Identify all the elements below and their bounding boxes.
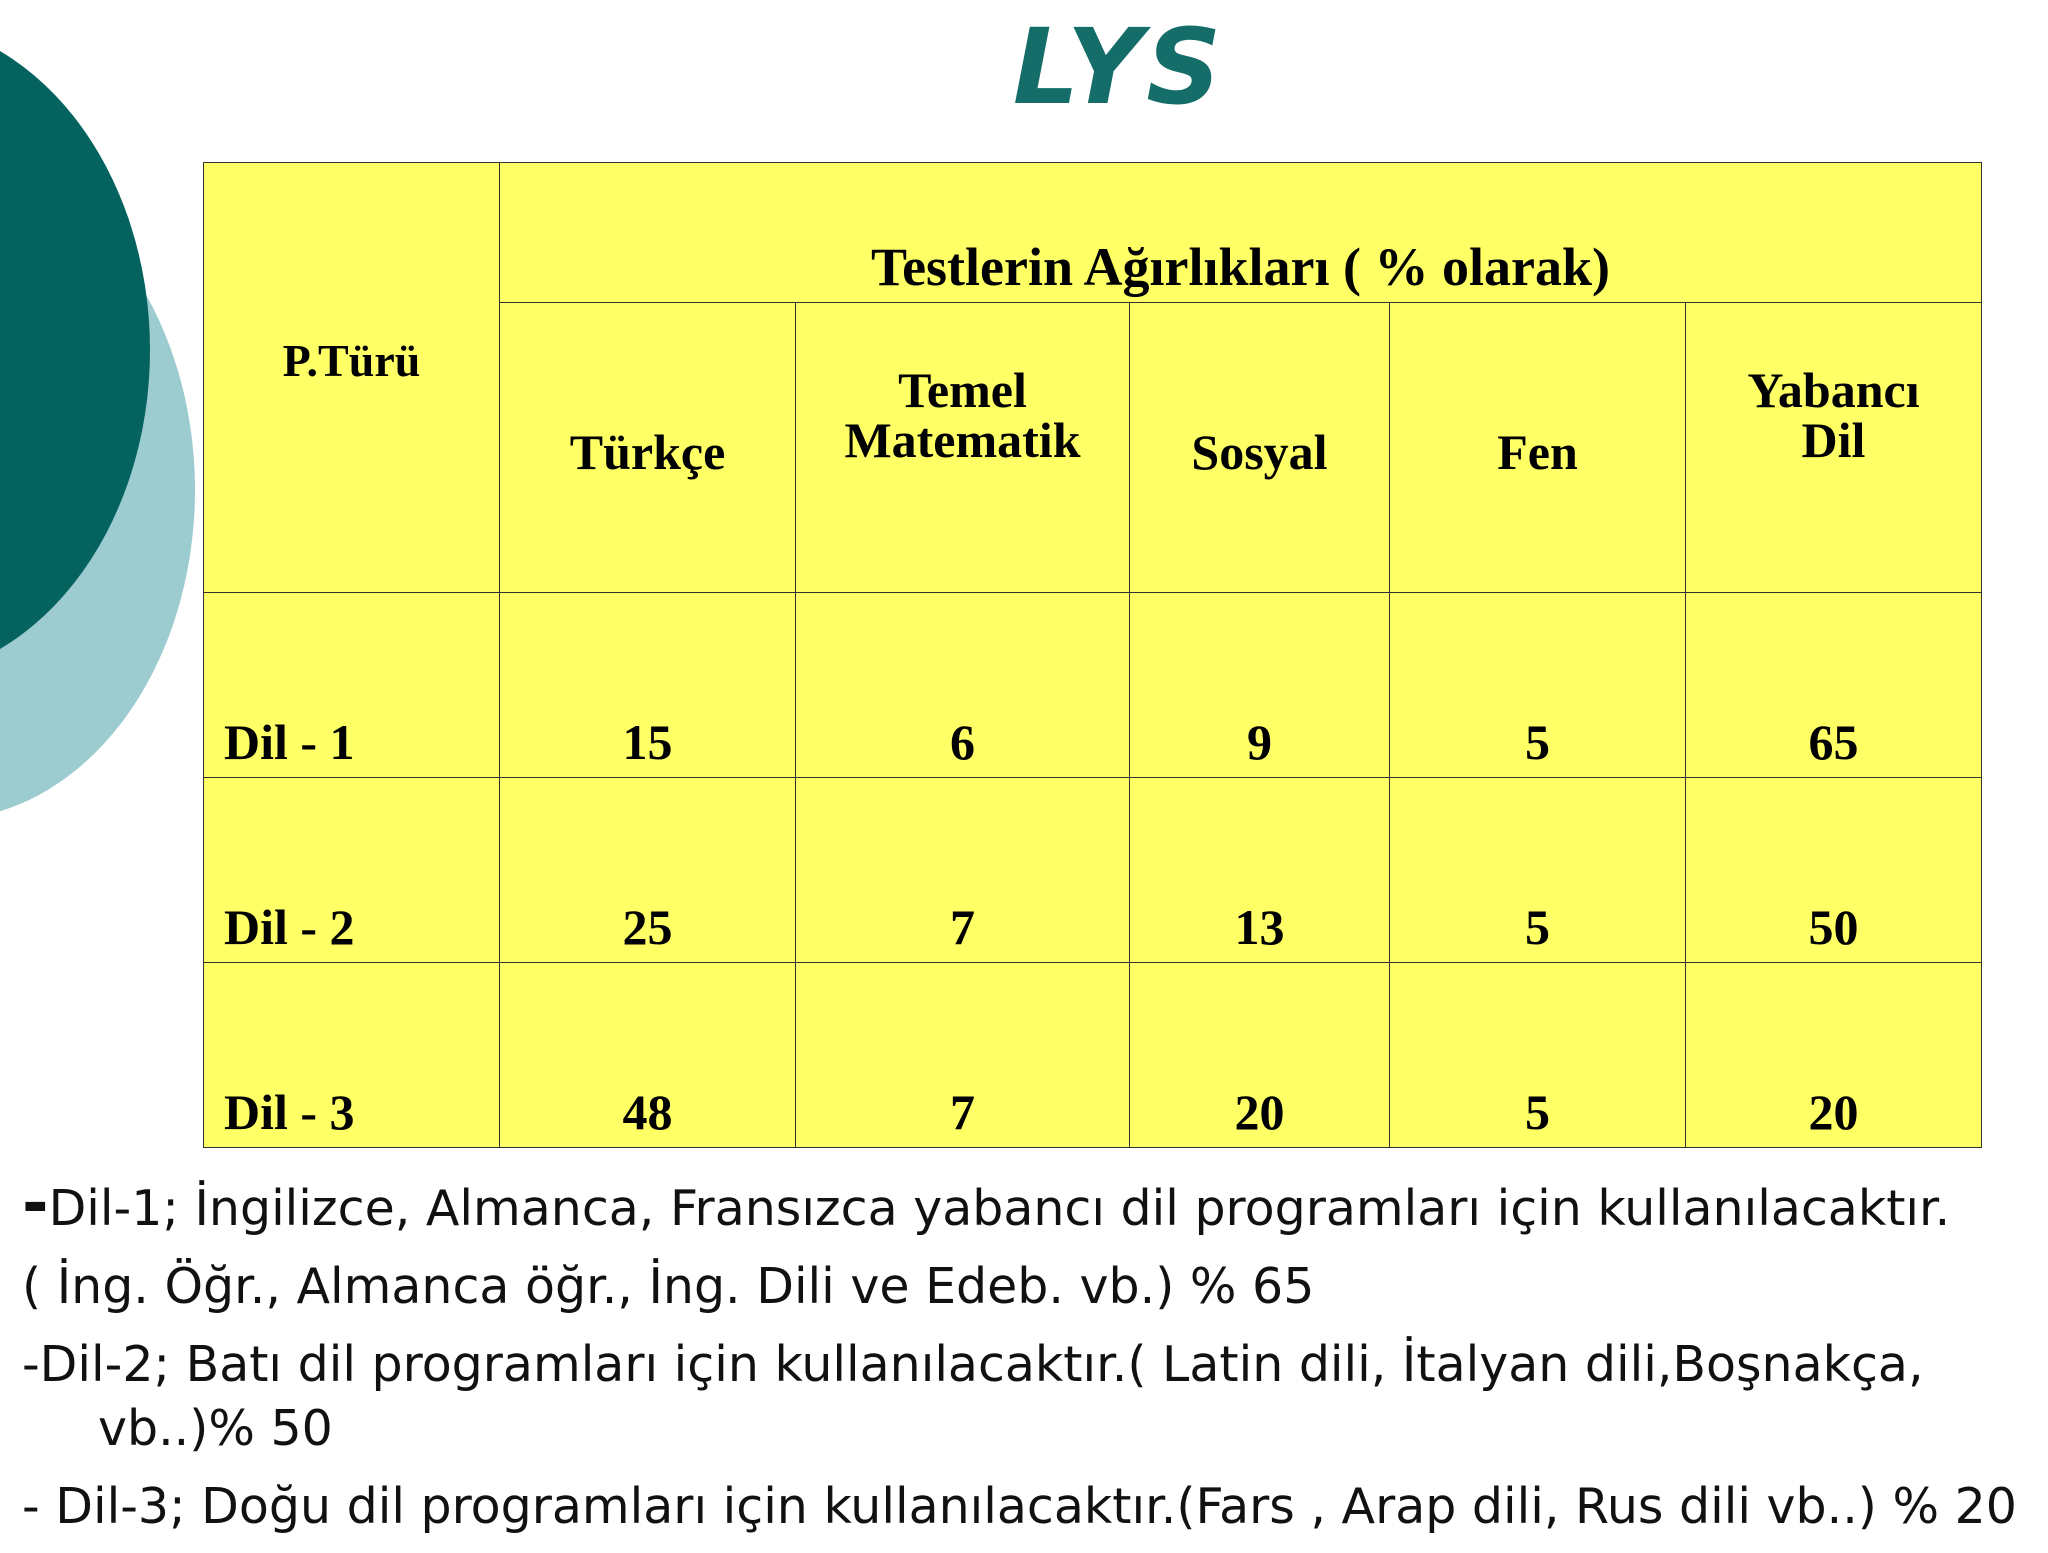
cell-value: 7 — [796, 778, 1130, 963]
cell-value: 5 — [1390, 593, 1686, 778]
row-header-label: P.Türü — [204, 163, 500, 593]
row-label: Dil - 1 — [204, 593, 500, 778]
cell-value: 7 — [796, 963, 1130, 1148]
group-header: Testlerin Ağırlıkları ( % olarak) — [500, 163, 1982, 303]
cell-value: 5 — [1390, 963, 1686, 1148]
cell-value: 48 — [500, 963, 796, 1148]
cell-value: 25 — [500, 778, 796, 963]
cell-value: 9 — [1130, 593, 1390, 778]
cell-value: 5 — [1390, 778, 1686, 963]
note-dil-2-continuation: vb..)% 50 — [98, 1400, 333, 1457]
note-dil-1 — [22, 1167, 2032, 1241]
cell-value: 20 — [1686, 963, 1982, 1148]
cell-value: 13 — [1130, 778, 1390, 963]
row-label: Dil - 3 — [204, 963, 500, 1148]
cell-value: 6 — [796, 593, 1130, 778]
col-header-fen: Fen — [1390, 303, 1686, 593]
cell-value: 65 — [1686, 593, 1982, 778]
table-row — [204, 963, 1982, 1148]
table-row — [204, 593, 1982, 778]
cell-value: 50 — [1686, 778, 1982, 963]
notes — [22, 1167, 2032, 1553]
note-dil-1-examples: ( İng. Öğr., Almanca öğr., İng. Dili ve Edeb. vb.) % 65 — [22, 1258, 1315, 1315]
weights-table — [203, 162, 1982, 1148]
col-header-yabanci-dil: Yabancı Dil — [1686, 303, 1982, 593]
note-dil-1-text: Dil-1; İngilizce, Almanca, Fransızca yabancı dil programları için kullanılacaktır. — [48, 1180, 1951, 1237]
note-dil-2 — [22, 1333, 2032, 1461]
col-header-turkce: Türkçe — [500, 303, 796, 593]
cell-value: 20 — [1130, 963, 1390, 1148]
note-dil-2-text: -Dil-2; Batı dil programları için kullanılacaktır.( Latin dili, İtalyan dili,Boşnakça, — [22, 1336, 1924, 1393]
col-header-temel-matematik: Temel Matematik — [796, 303, 1130, 593]
table-row — [204, 778, 1982, 963]
page-title: LYS — [1012, 6, 1226, 128]
note-dash: - — [22, 1167, 49, 1241]
col-header-sosyal: Sosyal — [1130, 303, 1390, 593]
cell-value: 15 — [500, 593, 796, 778]
row-label: Dil - 2 — [204, 778, 500, 963]
table-header-row — [204, 163, 1982, 303]
note-dil-3: - Dil-3; Doğu dil programları için kullanılacaktır.(Fars , Arap dili, Rus dili vb..) % 20 — [22, 1478, 2017, 1535]
